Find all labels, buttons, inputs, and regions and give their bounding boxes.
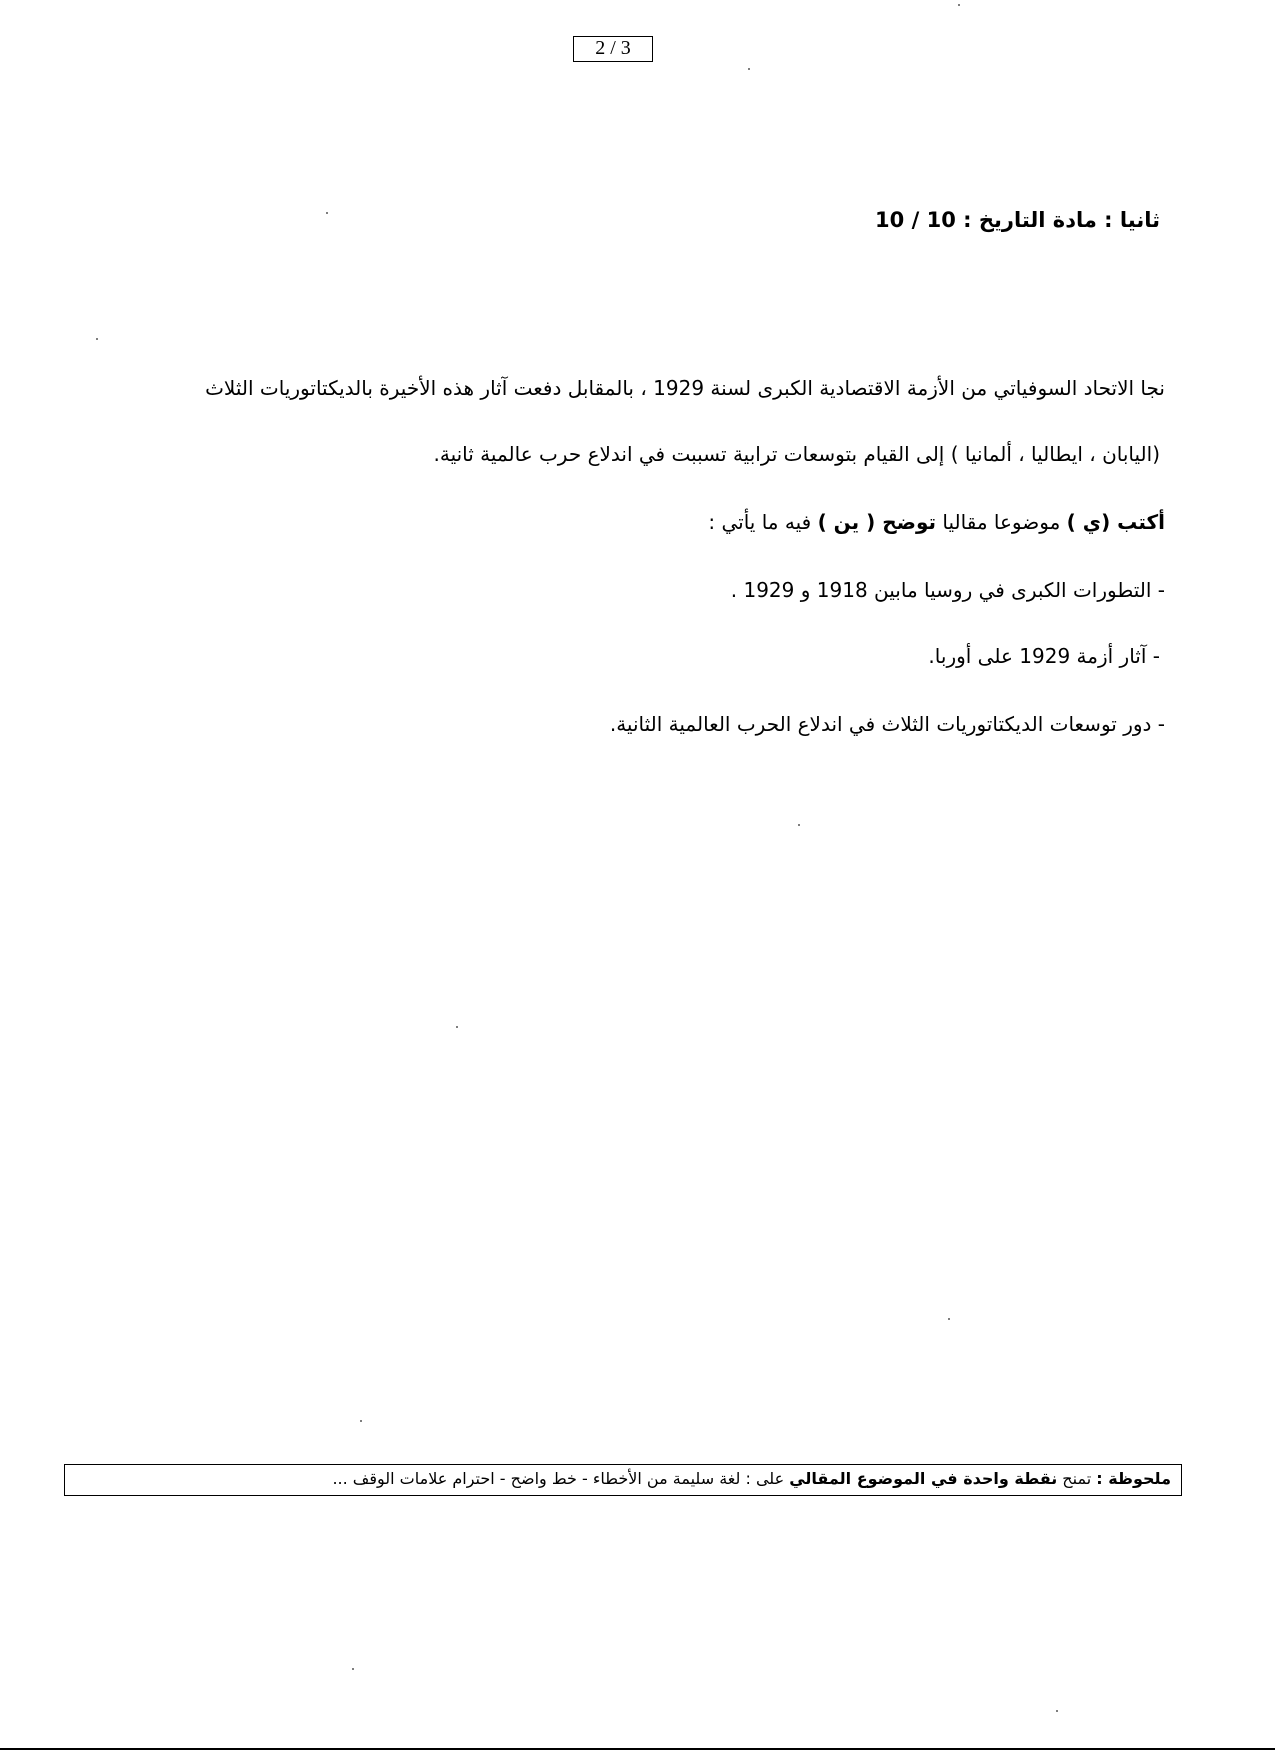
note-label: ملحوظة : xyxy=(1096,1469,1171,1488)
list-item-2: - آثار أزمة 1929 على أوربا. xyxy=(928,644,1160,668)
instruction-verb: أكتب (ي ) xyxy=(1066,510,1165,534)
scan-speck xyxy=(948,1318,950,1320)
scan-speck xyxy=(360,1420,362,1422)
note-box xyxy=(64,1464,1182,1496)
scan-speck xyxy=(96,338,98,340)
instruction-verb-2: توضح ( ين ) xyxy=(817,510,937,534)
scan-speck xyxy=(352,1668,354,1670)
instruction xyxy=(708,510,1165,534)
instruction-text: موضوعا مقاليا xyxy=(936,510,1067,534)
section-title: ثانيا : مادة التاريخ : 10 / 10 xyxy=(875,208,1160,232)
paragraph-line-2: (اليابان ، ايطاليا ، ألمانيا ) إلى القيام بتوسعات ترابية تسببت في اندلاع حرب عالمية ثانية. xyxy=(433,442,1160,466)
list-item-1: - التطورات الكبرى في روسيا مابين 1918 و 1929 . xyxy=(730,578,1165,602)
bottom-rule xyxy=(0,1748,1275,1750)
paragraph-line-1: نجا الاتحاد السوفياتي من الأزمة الاقتصادية الكبرى لسنة 1929 ، بالمقابل دفعت آثار هذه الأخيرة بالديكتاتوريات الثلاث xyxy=(205,376,1165,400)
note-text: تمنح xyxy=(1057,1469,1097,1488)
list-item-3: - دور توسعات الديكتاتوريات الثلاث في اندلاع الحرب العالمية الثانية. xyxy=(609,712,1165,736)
scan-speck xyxy=(456,1026,458,1028)
scan-speck xyxy=(748,68,750,70)
note-text-2: على : لغة سليمة من الأخطاء - خط واضح - احترام علامات الوقف ... xyxy=(332,1469,790,1488)
scan-speck xyxy=(798,824,800,826)
scan-speck xyxy=(326,212,328,214)
note-bold-text: نقطة واحدة في الموضوع المقالي xyxy=(789,1469,1058,1488)
scan-speck xyxy=(1056,1710,1058,1712)
page-number: 2 / 3 xyxy=(573,36,653,62)
scan-speck xyxy=(958,4,960,6)
instruction-text-2: فيه ما يأتي : xyxy=(708,510,818,534)
